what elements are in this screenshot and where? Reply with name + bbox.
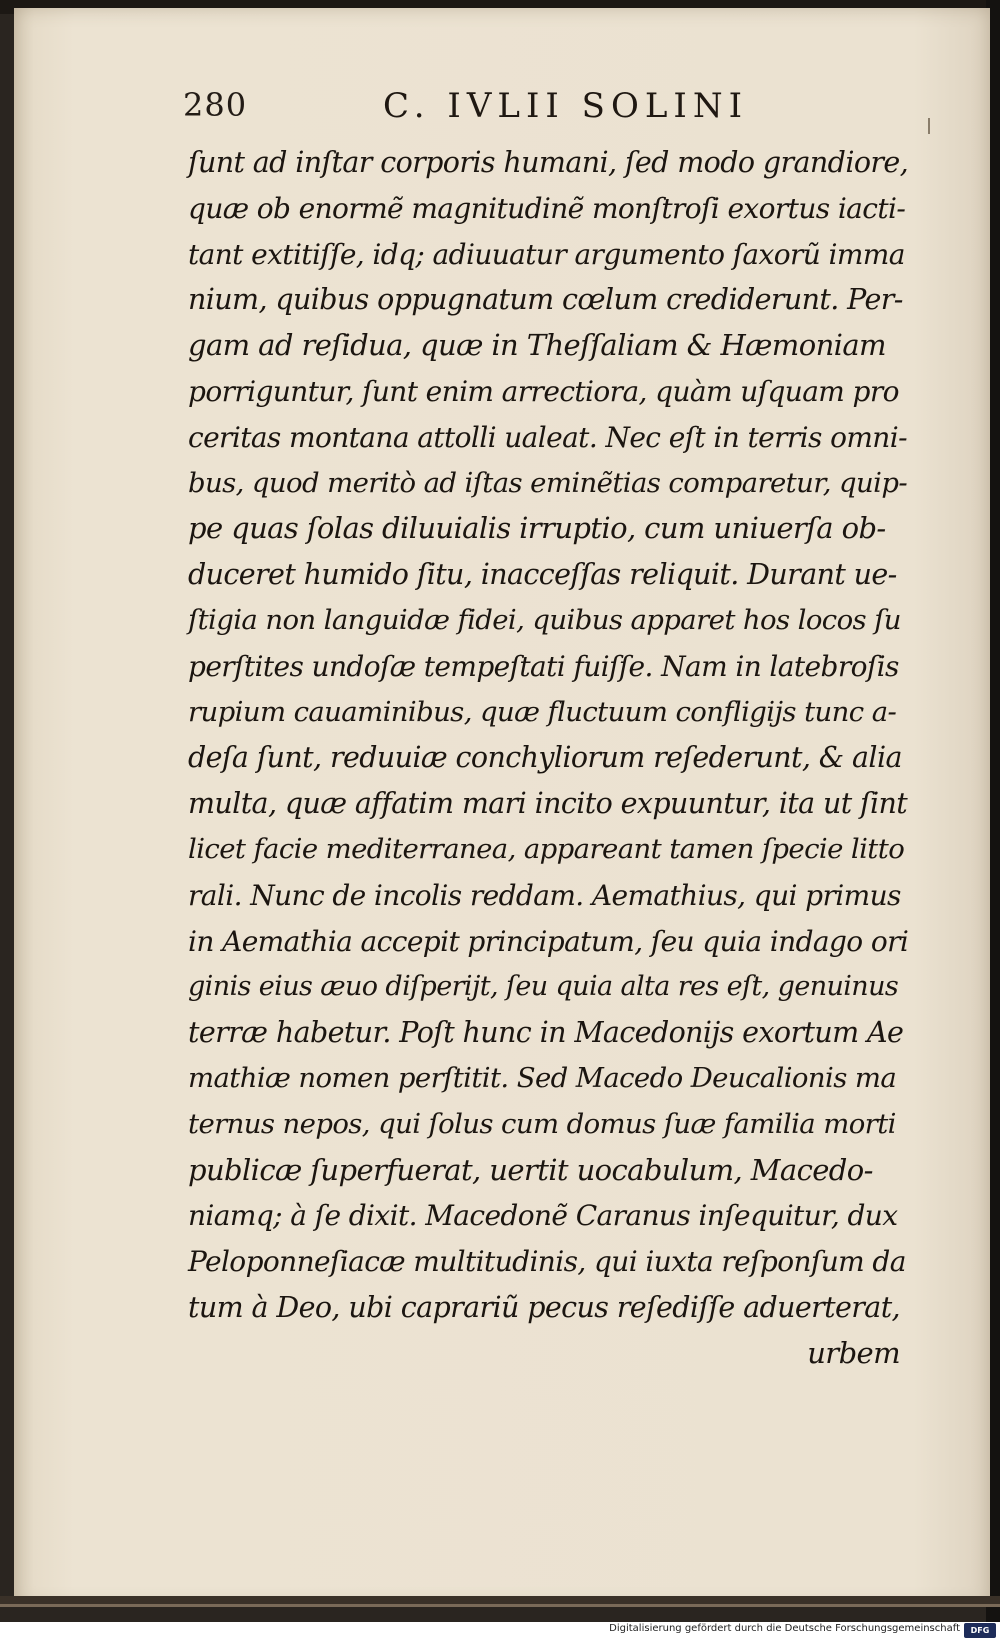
text-line: ceritas montana attolli ualeat. Nec eſt in terris omni- (188, 420, 907, 454)
page-bottom-edge (0, 1604, 1000, 1607)
page-header (183, 86, 783, 134)
text-line: licet facie mediterranea, appareant tamen ſpecie litto (188, 832, 905, 865)
text-line: mathiæ nomen perſtitit. Sed Macedo Deucalionis ma (188, 1061, 897, 1094)
margin-mark (928, 118, 930, 134)
catchword: urbem (807, 1335, 900, 1370)
text-line: ginis eius æuo diſperijt, ſeu quia alta res eſt, genuinus (188, 971, 899, 1003)
text-line: porriguntur, ſunt enim arrectiora, quàm uſquam pro (188, 374, 899, 408)
text-line: rali. Nunc de incolis reddam. Aemathius, qui primus (188, 878, 901, 912)
text-line: ſunt ad inſtar corporis humani, ſed modo grandiore, (188, 146, 909, 179)
text-line: bus, quod meritò ad iſtas eminẽtias comparetur, quip- (188, 466, 908, 499)
text-line: in Aemathia accepit principatum, ſeu quia indago ori (188, 924, 909, 958)
body-text (188, 140, 908, 1377)
text-line: duceret humido ſitu, inacceſſas reliquit. Durant ue- (188, 558, 897, 592)
page-number: 280 (183, 86, 248, 124)
footer-bar (0, 1622, 1000, 1641)
text-line: quæ ob enormẽ magnitudinẽ monſtroſi exortus iacti- (188, 191, 906, 225)
text-line: multa, quæ affatim mari incito expuuntur, ita ut ſint (188, 787, 908, 821)
text-line: Peloponneſiacæ multitudinis, qui iuxta reſponſum da (188, 1245, 906, 1279)
text-line: pe quas ſolas diluuialis irruptio, cum uniuerſa ob- (188, 511, 886, 546)
text-line: gam ad reſidua, quæ in Theſſaliam & Hæmoniam (188, 328, 886, 363)
running-title: C. IVLII SOLINI (383, 86, 749, 126)
text-line: deſa ſunt, reduuiæ conchyliorum reſederunt, & alia (188, 741, 902, 775)
text-line: ternus nepos, qui ſolus cum domus ſuæ familia morti (188, 1107, 896, 1140)
text-line: rupium cauaminibus, quæ fluctuum confligijs tunc a- (188, 695, 897, 728)
text-line: terræ habetur. Poſt hunc in Macedonijs exortum Ae (188, 1016, 904, 1050)
page-bottom-shadow (0, 1596, 1000, 1604)
text-line: tant extitiſſe, idq; adiuuatur argumento ſaxorũ imma (188, 237, 905, 271)
text-line: nium, quibus oppugnatum cœlum crediderunt. Per- (188, 283, 903, 317)
text-line: ſtigia non languidæ fidei, quibus apparet hos locos ſu (188, 603, 901, 636)
text-line: publicæ ſuperfuerat, uertit uocabulum, Macedo- (188, 1152, 873, 1187)
funding-note: Digitalisierung gefördert durch die Deutsche Forschungsgemeinschaft (609, 1623, 960, 1634)
dfg-logo: DFG (964, 1623, 996, 1638)
text-line: perſtites undoſæ tempeſtati fuiſſe. Nam in latebroſis (188, 649, 899, 683)
text-line: niamq; à ſe dixit. Macedonẽ Caranus inſequitur, dux (188, 1199, 898, 1233)
text-line: tum à Deo, ubi caprariũ pecus reſediſſe aduerterat, (188, 1290, 901, 1324)
